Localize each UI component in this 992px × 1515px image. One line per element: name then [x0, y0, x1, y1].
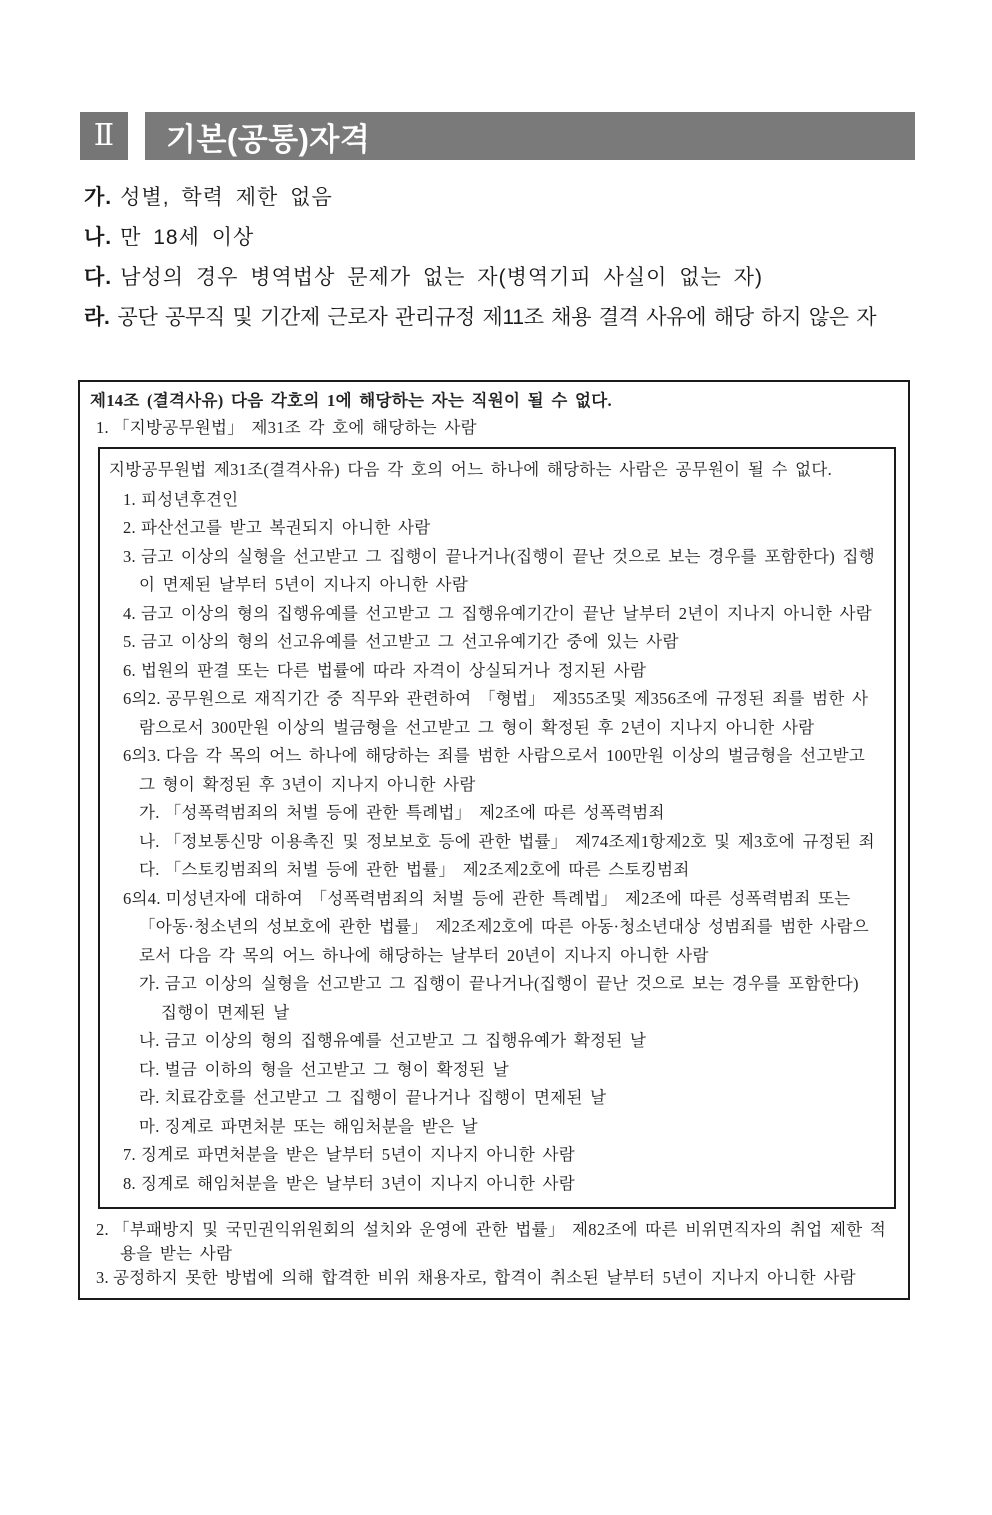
list-item [109, 970, 882, 1027]
list-item [109, 685, 882, 742]
item-marker: 다. [139, 860, 160, 879]
item-marker: 6. [123, 660, 136, 680]
item-marker: 가. [139, 974, 160, 993]
item-text: 벌금 이하의 형을 선고받고 그 형이 확정된 날 [164, 1059, 509, 1079]
item-marker: 라. [84, 306, 110, 329]
list-item [84, 265, 915, 290]
item-marker: 7. [123, 1145, 136, 1164]
list-item [109, 742, 882, 799]
item-text: 미성년자에 대하여 「성폭력범죄의 처벌 등에 관한 특례법」 제2조에 따른 성폭력범죄 또는 「아동·청소년의 성보호에 관한 법률」 제2조제2호에 따른 아동·청소년대상 성범죄를 범한 사람으로서 다음 각 목의 어느 하나에 해당하는 날부터 20년이 지나지 아니한 사람 [139, 888, 869, 965]
list-item [90, 1266, 898, 1290]
qualification-list [84, 185, 915, 330]
item-text: 공정하지 못한 방법에 의해 합격한 비위 채용자로, 합격이 취소된 날부터 5년이 지나지 아니한 사람 [112, 1268, 856, 1287]
item-text: 남성의 경우 병역법상 문제가 없는 자(병역기피 사실이 없는 자) [120, 266, 763, 289]
item-marker: 다. [139, 1059, 160, 1079]
section-title: 기본(공통)자격 [166, 121, 371, 157]
regulation-heading: 제14조 (결격사유) 다음 각호의 1에 해당하는 자는 직원이 될 수 없다. [90, 391, 612, 410]
list-item [90, 1218, 898, 1266]
item-marker: 나. [139, 1031, 160, 1050]
list-item [109, 1027, 882, 1056]
list-item [109, 600, 882, 629]
item-text: 금고 이상의 형의 집행유예를 선고받고 그 집행유예기간이 끝난 날부터 2년이 지나지 아니한 사람 [140, 603, 872, 623]
item-text: 만 18세 이상 [120, 226, 255, 249]
item-text: 금고 이상의 형의 선고유예를 선고받고 그 선고유예기간 중에 있는 사람 [140, 632, 679, 651]
item-marker: 나. [84, 226, 113, 249]
item-marker: 6의4. [123, 888, 161, 908]
section-numeral-box [80, 112, 128, 160]
item-marker: 3. [123, 546, 136, 566]
regulation-box [78, 380, 910, 1300]
list-item [109, 828, 882, 857]
list-item [109, 628, 882, 657]
item-marker: 8. [123, 1173, 136, 1193]
list-item [109, 799, 882, 828]
list-item [109, 543, 882, 600]
list-item [109, 486, 882, 515]
item-marker: 1. [123, 489, 136, 509]
list-item [109, 1056, 882, 1085]
section-title-bar [145, 112, 915, 160]
item-marker: 2. [96, 1220, 109, 1239]
item-text: 성별, 학력 제한 없음 [120, 186, 333, 209]
item-text: 금고 이상의 형의 집행유예를 선고받고 그 집행유예가 확정된 날 [164, 1031, 647, 1050]
list-item [90, 416, 898, 440]
item-marker: 가. [84, 186, 113, 209]
item-marker: 다. [84, 266, 113, 289]
item-text: 「성폭력범죄의 처벌 등에 관한 특례법」 제2조에 따른 성폭력범죄 [164, 803, 665, 822]
item-marker: 마. [139, 1116, 160, 1136]
list-item [109, 1113, 882, 1142]
item-text: 공단 공무직 및 기간제 근로자 관리규정 제11조 채용 결격 사유에 해당 하지 않은 자 [117, 306, 877, 329]
item-text: 금고 이상의 실형을 선고받고 그 집행이 끝나거나(집행이 끝난 것으로 보는 경우를 포함한다) 집행이 면제된 날 [161, 974, 859, 1022]
item-text: 피성년후견인 [140, 489, 239, 509]
item-marker: 6의2. [123, 689, 161, 708]
item-text: 치료감호를 선고받고 그 집행이 끝나거나 집행이 면제된 날 [164, 1088, 607, 1107]
item-text: 법원의 판결 또는 다른 법률에 따라 자격이 상실되거나 정지된 사람 [140, 660, 647, 680]
item-text: 징계로 파면처분 또는 해임처분을 받은 날 [164, 1116, 478, 1136]
item-marker: 4. [123, 603, 136, 623]
item-marker: 3. [96, 1268, 109, 1287]
list-item [109, 856, 882, 885]
list-item [109, 514, 882, 543]
list-item [84, 185, 915, 210]
law-excerpt-box [98, 447, 896, 1209]
section-numeral: Ⅱ [93, 118, 115, 153]
item-text: 「지방공무원법」 제31조 각 호에 해당하는 사람 [112, 418, 477, 437]
list-item [109, 657, 882, 686]
item-text: 다음 각 목의 어느 하나에 해당하는 죄를 범한 사람으로서 100만원 이상의 벌금형을 선고받고 그 형이 확정된 후 3년이 지나지 아니한 사람 [139, 746, 866, 794]
item-text: 파산선고를 받고 복권되지 아니한 사람 [140, 518, 431, 537]
item-text: 「정보통신망 이용촉진 및 정보보호 등에 관한 법률」 제74조제1항제2호 및 제3호에 규정된 죄 [164, 831, 875, 851]
list-item [109, 885, 882, 971]
law-excerpt-intro: 지방공무원법 제31조(결격사유) 다음 각 호의 어느 하나에 해당하는 사람은 공무원이 될 수 없다. [109, 460, 833, 479]
item-marker: 5. [123, 632, 136, 651]
list-item [109, 1141, 882, 1170]
item-marker: 6의3. [123, 746, 161, 765]
item-marker: 1. [96, 418, 109, 437]
item-marker: 나. [139, 831, 160, 851]
item-marker: 라. [139, 1088, 160, 1107]
item-text: 징계로 해임처분을 받은 날부터 3년이 지나지 아니한 사람 [140, 1173, 576, 1193]
item-marker: 2. [123, 518, 136, 537]
list-item [84, 225, 915, 250]
item-text: 「스토킹범죄의 처벌 등에 관한 법률」 제2조제2호에 따른 스토킹범죄 [164, 860, 690, 879]
item-marker: 가. [139, 803, 160, 822]
item-text: 금고 이상의 실형을 선고받고 그 집행이 끝나거나(집행이 끝난 것으로 보는 경우를 포함한다) 집행이 면제된 날부터 5년이 지나지 아니한 사람 [139, 546, 875, 594]
list-item [109, 1170, 882, 1199]
item-text: 「부패방지 및 국민권익위원회의 설치와 운영에 관한 법률」 제82조에 따른 비위면직자의 취업 제한 적용을 받는 사람 [112, 1220, 887, 1263]
item-text: 공무원으로 재직기간 중 직무와 관련하여 「형법」 제355조및 제356조에 규정된 죄를 범한 사람으로서 300만원 이상의 벌금형을 선고받고 그 형이 확정된 후 2년이 지나지 아니한 사람 [139, 689, 869, 737]
list-item [109, 1084, 882, 1113]
section-header [80, 112, 915, 160]
item-text: 징계로 파면처분을 받은 날부터 5년이 지나지 아니한 사람 [140, 1145, 576, 1164]
list-item [84, 305, 915, 330]
